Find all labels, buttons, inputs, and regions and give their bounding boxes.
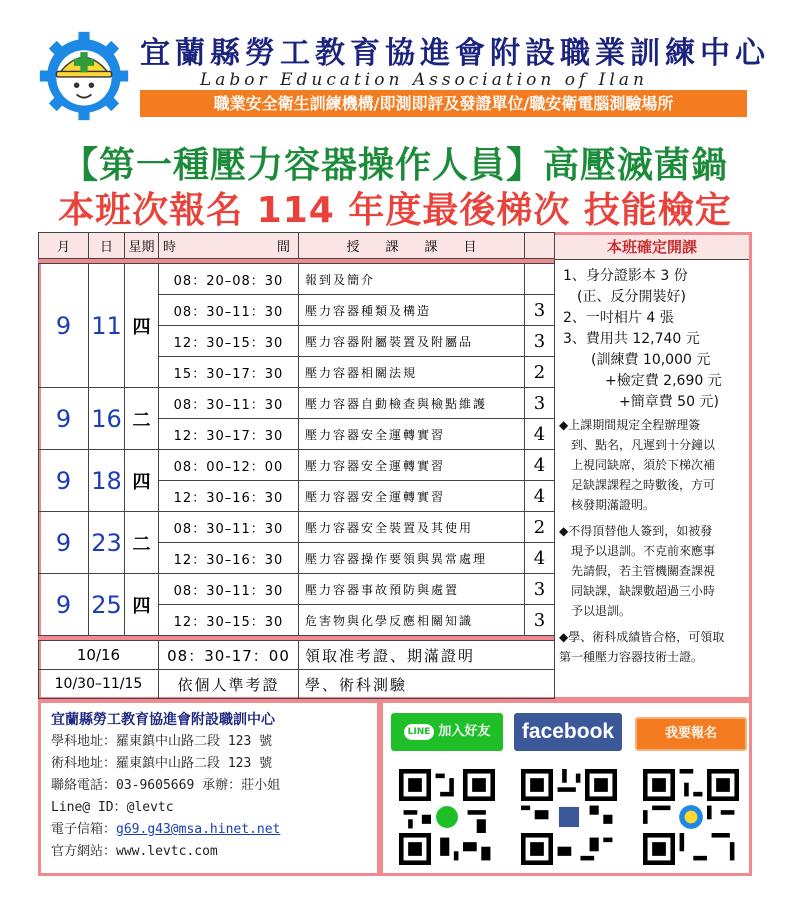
header-time: 時 間 [159, 233, 299, 259]
time-cell: 08：20–08：30 [159, 264, 299, 295]
note-line: +簡章費 50 元) [563, 394, 719, 410]
footer-date: 10/16 [39, 641, 159, 670]
note-line: 2、一吋相片 4 張 [563, 310, 674, 326]
org-title: 宜蘭縣勞工教育協進會附設職業訓練中心 [140, 36, 770, 71]
rule-line: 先請假，若主管機關查課視 [559, 564, 716, 578]
rule-line: 到、點名，凡遲到十分鐘以 [559, 438, 716, 452]
hours-cell: 4 [525, 450, 555, 481]
subject-cell: 壓力容器附屬裝置及附屬品 [299, 326, 525, 357]
time-cell: 08：30–11：30 [159, 574, 299, 605]
header-hours [525, 233, 555, 259]
day-cell: 18 [89, 450, 125, 512]
time-cell: 12：30–15：30 [159, 605, 299, 636]
register-button[interactable]: 我要報名 [635, 717, 747, 751]
footer-desc: 學、術科測驗 [299, 670, 555, 699]
weekday-cell: 四 [125, 574, 159, 636]
notes-title: 本班確定開課 [554, 235, 749, 260]
subject-cell: 壓力容器自動檢查與檢點維護 [299, 388, 525, 419]
line-id: Line@ ID：@levtc [51, 800, 174, 815]
time-cell: 12：30–16：30 [159, 543, 299, 574]
subject-cell: 壓力容器操作要領與異常處理 [299, 543, 525, 574]
hours-cell: 3 [525, 574, 555, 605]
rule-line: 足缺課課程之時數後，方可 [559, 478, 716, 492]
time-cell: 15：30–17：30 [159, 357, 299, 388]
footer-time: 依個人準考證 [159, 670, 299, 699]
subject-cell: 壓力容器安全運轉實習 [299, 450, 525, 481]
subject-cell: 壓力容器安全運轉實習 [299, 481, 525, 512]
contact-phone: 聯絡電話：03-9605669 承辦：莊小姐 [51, 778, 281, 793]
association-logo [38, 30, 130, 122]
weekday-cell: 四 [125, 264, 159, 388]
note-line: 3、費用共 12,740 元 [563, 331, 700, 347]
note-line: +檢定費 2,690 元 [563, 373, 722, 389]
subject-cell: 壓力容器安全運轉實習 [299, 419, 525, 450]
course-headline: 【第一種壓力容器操作人員】高壓滅菌鍋 [61, 145, 728, 186]
rule-line: 予以退訓。 [559, 604, 632, 618]
email-row [51, 819, 367, 841]
table-row [39, 388, 555, 419]
subject-cell: 壓力容器相關法規 [299, 357, 525, 388]
month-cell: 9 [39, 450, 89, 512]
hours-cell: 3 [525, 605, 555, 636]
social-panel [380, 700, 752, 876]
facebook-qr-code[interactable] [521, 769, 617, 865]
note-line: (正、反分開裝好) [563, 289, 686, 305]
month-cell: 9 [39, 574, 89, 636]
rule-line: ◆學、術科成績皆合格，可領取 [559, 630, 725, 644]
day-cell: 11 [89, 264, 125, 388]
subject-cell: 壓力容器種類及構造 [299, 295, 525, 326]
table-row [39, 574, 555, 605]
contact-panel [38, 700, 380, 876]
email-label: 電子信箱： [51, 822, 117, 837]
line-icon: LINE [404, 724, 435, 740]
schedule-header-row [39, 233, 555, 259]
rule-line: 核發期滿證明。 [559, 498, 656, 512]
footer-row [39, 670, 555, 699]
time-cell: 08：30–11：30 [159, 295, 299, 326]
hours-cell: 4 [525, 419, 555, 450]
table-row [39, 264, 555, 295]
weekday-cell: 二 [125, 512, 159, 574]
footer-row [39, 641, 555, 670]
contact-title: 宜蘭縣勞工教育協進會附設職訓中心 [51, 712, 275, 728]
footer-time: 08：30-17：00 [159, 641, 299, 670]
facebook-button[interactable]: facebook [514, 713, 622, 751]
time-cell: 12：30–16：30 [159, 481, 299, 512]
header-subject: 授 課 課 目 [299, 233, 525, 259]
table-row [39, 450, 555, 481]
rule-line: 上視同缺席，須於下梯次補 [559, 458, 716, 472]
hours-cell: 3 [525, 326, 555, 357]
schedule-table [38, 232, 555, 699]
hours-cell: 4 [525, 543, 555, 574]
day-cell: 23 [89, 512, 125, 574]
weekday-cell: 二 [125, 388, 159, 450]
rule-line: ◆上課期間規定全程辦理簽 [559, 418, 701, 432]
time-cell: 08：00–12：00 [159, 450, 299, 481]
header-weekday: 星期 [125, 233, 159, 259]
org-banner: 職業安全衛生訓練機構/即測即評及發證單位/職安衛電腦測驗場所 [140, 90, 747, 117]
hours-cell: 2 [525, 357, 555, 388]
day-cell: 25 [89, 574, 125, 636]
month-cell: 9 [39, 512, 89, 574]
email-link[interactable]: g69.g43@msa.hinet.net [116, 822, 281, 837]
hours-cell: 3 [525, 295, 555, 326]
rule-line: ◆不得頂替他人簽到，如被發 [559, 524, 713, 538]
rule-line: 現予以退訓。不克前來應事 [559, 544, 716, 558]
note-line: 1、身分證影本 3 份 [563, 268, 688, 284]
month-cell: 9 [39, 264, 89, 388]
rule-line: 第一種壓力容器技術士證。 [559, 650, 704, 664]
subject-cell: 壓力容器事故預防與處置 [299, 574, 525, 605]
time-cell: 08：30–11：30 [159, 512, 299, 543]
time-cell: 12：30–15：30 [159, 326, 299, 357]
hours-cell: 3 [525, 388, 555, 419]
time-cell: 08：30–11：30 [159, 388, 299, 419]
subject-cell: 壓力容器安全裝置及其使用 [299, 512, 525, 543]
weekday-cell: 四 [125, 450, 159, 512]
time-cell: 12：30–17：30 [159, 419, 299, 450]
org-english-name: Labor Education Association of Ilan [200, 70, 648, 90]
enrollment-headline: 本班次報名 114 年度最後梯次 技能檢定 [58, 190, 732, 231]
subject-cell: 報到及簡介 [299, 264, 525, 295]
notes-panel [554, 260, 749, 697]
line-qr-code[interactable] [399, 769, 495, 865]
line-button-label: 加入好友 [438, 724, 491, 739]
header-day: 日 [89, 233, 125, 259]
footer-date: 10/30–11/15 [39, 670, 159, 699]
footer-desc: 領取准考證、期滿證明 [299, 641, 555, 670]
hours-cell: 2 [525, 512, 555, 543]
register-qr-code[interactable] [643, 769, 739, 865]
subject-cell: 危害物與化學反應相關知識 [299, 605, 525, 636]
month-cell: 9 [39, 388, 89, 450]
website: 官方網站：www.levtc.com [51, 844, 218, 859]
practical-address: 術科地址：羅東鎮中山路二段 123 號 [51, 756, 273, 771]
academic-address: 學科地址：羅東鎮中山路二段 123 號 [51, 734, 273, 749]
line-add-friend-button[interactable] [391, 713, 503, 751]
hours-cell [525, 264, 555, 295]
header-month: 月 [39, 233, 89, 259]
note-line: (訓練費 10,000 元 [563, 352, 711, 368]
rule-line: 同缺課，缺課數超過三小時 [559, 584, 716, 598]
hours-cell: 4 [525, 481, 555, 512]
day-cell: 16 [89, 388, 125, 450]
table-row [39, 512, 555, 543]
